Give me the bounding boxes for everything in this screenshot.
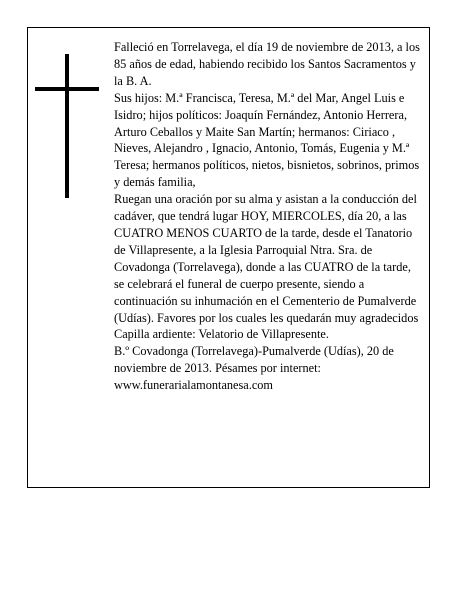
cross-horizontal-bar — [35, 87, 99, 91]
funeral-details: Ruegan una oración por su alma y asistan a la conducción del cadáver, que tendrá lugar HOY, MIERCOLES, día 20, a las CUATRO MENOS CUARTO de la tarde, desde el Tanatorio de Villapresente, a la Iglesia Parroquial Ntra. Sra. de Covadonga (Torrelavega), donde a las CUATRO de la tarde, se celebrará el funeral de cuerpo presente, siendo a continuación su inhumación en el Cementerio de Pumalverde (Udías). Favores por los cuales les quedarán muy agradecidos Capilla ardiente: Velatorio de Villapresente. — [114, 192, 419, 342]
cross-icon — [35, 54, 99, 198]
cross-vertical-bar — [65, 54, 69, 198]
family-list: Sus hijos: M.ª Francisca, Teresa, M.ª del Mar, Angel Luis e Isidro; hijos políticos: Joaquín Fernández, Antonio Herrera, Arturo Ceballos y Maite San Martín; hermanos: Ciriaco , Nieves, Alejandro , Ignacio, Antonio, Tomás, Eugenia y M.ª Teresa; hermanos políticos, nietos, bisnietos, sobrinos, primos y demás familia, — [114, 90, 420, 190]
obituary-text — [114, 39, 420, 394]
death-announcement: Falleció en Torrelavega, el día 19 de noviembre de 2013, a los 85 años de edad, habiendo recibido los Santos Sacramentos y la B. A. — [114, 40, 420, 88]
location-date-footer: B.º Covadonga (Torrelavega)-Pumalverde (Udías), 20 de noviembre de 2013. Pésames por internet: www.funerarialamontanesa.com — [114, 344, 394, 393]
